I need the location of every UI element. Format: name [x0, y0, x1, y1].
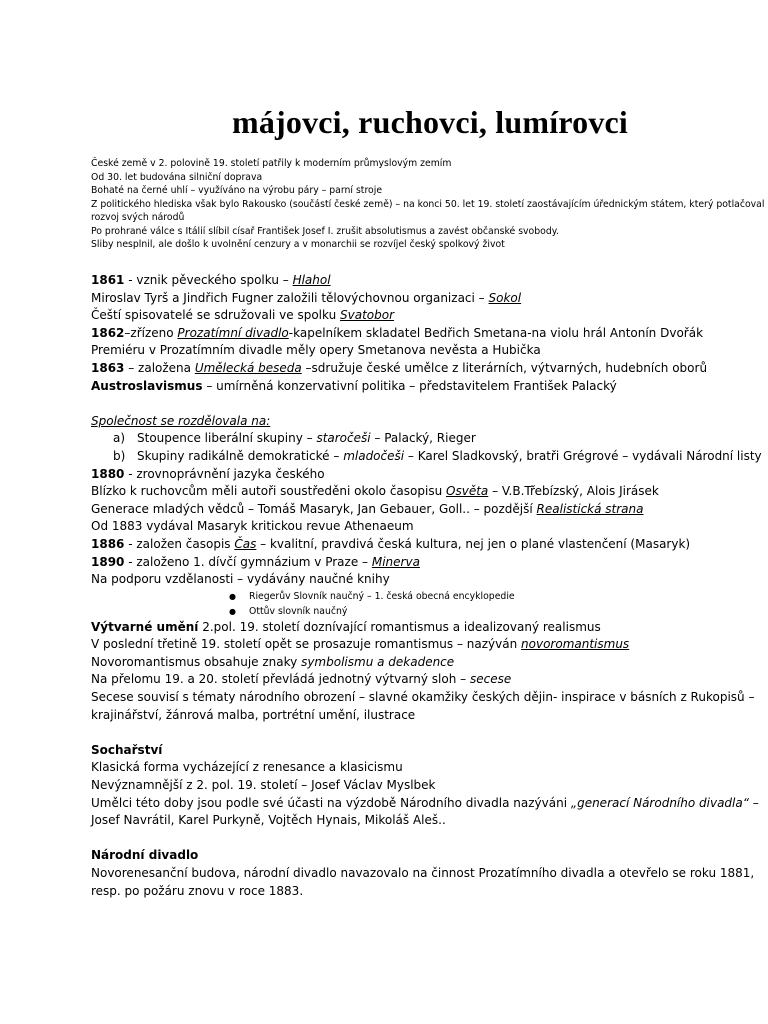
list-item	[91, 448, 766, 466]
event-1890	[91, 554, 766, 572]
text: Umělci této doby jsou podle své účasti na výzdobě Národního divadla nazýváni	[91, 795, 571, 810]
text: Miroslav Tyrš a Jindřich Fugner založili tělovýchovnou organizaci –	[91, 290, 489, 305]
term-sokol: Sokol	[488, 290, 522, 305]
term-cas: Čas	[234, 536, 257, 551]
section-heading-sculpture: Sochařství	[91, 742, 163, 757]
term: mladočeši	[343, 448, 405, 463]
text: V poslední třetině 19. století opět se prosazuje romantismus – nazýván	[91, 637, 522, 652]
year: 1863	[91, 360, 125, 375]
text: – Karel Sladkovský, bratři Grégrové – vydávali Národní listy	[404, 448, 762, 463]
term-osveta: Osvěta	[446, 484, 489, 499]
text: -kapelníkem skladatel Bedřich Smetana-na violu hrál Antonín Dvořák	[288, 325, 704, 340]
text: 2.pol. 19. století doznívající romantismus a idealizovaný realismus	[198, 619, 601, 634]
text: - založeno 1. dívčí gymnázium v Praze –	[124, 554, 372, 569]
text: – Palacký, Rieger	[370, 431, 476, 446]
document-body	[91, 272, 766, 900]
text: Blízko k ruchovcům měli autoři soustředěni okolo časopisu	[91, 484, 447, 499]
term-svatobor: Svatobor	[340, 308, 395, 323]
intro-paragraph	[91, 157, 766, 252]
art-line	[91, 619, 766, 637]
term: symbolismu a dekadence	[301, 654, 455, 669]
text: –zřízeno	[124, 325, 178, 340]
bullet-item	[229, 589, 766, 604]
text: Novoromantismus obsahuje znaky	[91, 654, 302, 669]
text: –sdružuje české umělce z literárních, výtvarných, hudebních oborů	[301, 360, 708, 375]
term-prozatimni-divadlo: Prozatímní divadlo	[177, 325, 289, 340]
section-heading-society: Společnost se rozdělovala na:	[91, 413, 271, 428]
art-line	[91, 636, 766, 654]
term-realisticka-strana: Realistická strana	[536, 501, 644, 516]
text-line: Na podporu vzdělanosti – vydávány naučné knihy	[91, 572, 390, 587]
text: – umírněná konzervativní politika – představitelem František Palacký	[202, 378, 617, 393]
text: – Josef Navrátil, Karel Purkyně, Vojtěch Hynais, Mikoláš Aleš..	[91, 795, 759, 828]
text: – kvalitní, pravdivá česká kultura, nej jen o plané vlastenčení (Masaryk)	[256, 536, 691, 551]
art-line	[91, 654, 766, 672]
text-line: Od 1883 vydával Masaryk kritickou revue Athenaeum	[91, 519, 414, 534]
intro-line: Z politického hlediska však bylo Rakousko (součástí české země) – na konci 50. let 19. století zaostávajícím úřednickým státem, který potlačoval rozvoj svých národů	[91, 198, 765, 223]
year: 1890	[91, 554, 125, 569]
year: 1880	[91, 466, 125, 481]
term: secese	[469, 672, 512, 687]
text: Riegerův Slovník naučný – 1. česká obecná encyklopedie	[249, 590, 515, 602]
list-marker: b)	[113, 448, 126, 463]
text: - vznik pěveckého spolku –	[124, 273, 293, 287]
text-line	[91, 795, 766, 830]
year: 1886	[91, 536, 125, 551]
term: Výtvarné umění	[91, 619, 199, 634]
event-1880	[91, 466, 766, 484]
text: – založena	[124, 360, 195, 375]
bullet-list	[91, 589, 766, 619]
term: Austroslavismus	[91, 378, 203, 393]
intro-line: České země v 2. polovině 19. století patřily k moderním průmyslovým zemím	[91, 158, 452, 169]
text-line: Nevýznamnější z 2. pol. 19. století – Josef Václav Myslbek	[91, 778, 436, 793]
text: - založen časopis	[124, 536, 235, 551]
text: Čeští spisovatelé se sdružovali ve spolku	[91, 308, 341, 323]
text-line: Novorenesanční budova, národní divadlo navazovalo na činnost Prozatímního divadla a otevřelo se roku 1881, resp. po požáru znovu v roce 1883.	[91, 866, 755, 898]
bullet-icon: ●	[229, 591, 236, 601]
event-1863	[91, 360, 766, 378]
intro-line: Po prohrané válce s Itálií slíbil císař František Josef I. zrušit absolutismus a zavést občanské svobody.	[91, 225, 559, 237]
event-1862	[91, 325, 766, 343]
event-sokol	[91, 290, 766, 308]
intro-line: Bohaté na černé uhlí – využíváno na výrobu páry – parní stroje	[91, 185, 383, 196]
art-line: Secese souvisí s tématy národního obrození – slavné okamžiky českých dějin- inspirace v básních z Rukopisů – krajinářství, žánrová malba, portrétní umění, ilustrace	[91, 690, 755, 722]
intro-line: Sliby nesplnil, ale došlo k uvolnění cenzury a v monarchii se rozvíjel český spolkový život	[91, 239, 505, 250]
text: Ottův slovník naučný	[249, 605, 348, 617]
term-hlahol: Hlahol	[292, 273, 331, 287]
text: Generace mladých vědců – Tomáš Masaryk, Jan Gebauer, Goll.. – pozdější	[91, 501, 537, 516]
bullet-item	[229, 604, 766, 619]
text: Skupiny radikálně demokratické –	[137, 448, 344, 463]
text: - zrovnoprávnění jazyka českého	[124, 466, 325, 481]
list-marker: a)	[113, 431, 126, 446]
text-line: Premiéru v Prozatímním divadle měly opery Smetanova nevěsta a Hubička	[91, 343, 541, 358]
event-svatobor	[91, 307, 766, 325]
list-item	[91, 430, 766, 448]
intro-line: Od 30. let budována silniční doprava	[91, 171, 263, 183]
year: 1861	[91, 273, 125, 287]
event-1886	[91, 536, 766, 554]
text: – V.B.Třebízský, Alois Jirásek	[488, 484, 659, 499]
page-title: májovci, ruchovci, lumírovci	[231, 104, 629, 140]
year: 1862	[91, 325, 125, 340]
event-1861	[91, 272, 766, 290]
term-minerva: Minerva	[371, 554, 420, 569]
generation-line	[91, 501, 766, 519]
bullet-icon: ●	[229, 606, 236, 616]
osveta-line	[91, 483, 766, 501]
art-line	[91, 671, 766, 689]
term-umelecka-beseda: Umělecká beseda	[194, 360, 302, 375]
text-line: Klasická forma vycházející z renesance a klasicismu	[91, 760, 403, 775]
text: Stoupence liberální skupiny –	[137, 431, 317, 446]
term-novoromantismus: novoromantismus	[521, 637, 630, 652]
term: staročeši	[316, 431, 371, 446]
section-heading-theatre: Národní divadlo	[91, 848, 199, 863]
term: „generací Národního divadla“	[570, 795, 749, 810]
text: Na přelomu 19. a 20. století převládá jednotný výtvarný sloh –	[91, 672, 470, 687]
austroslavismus	[91, 378, 766, 396]
